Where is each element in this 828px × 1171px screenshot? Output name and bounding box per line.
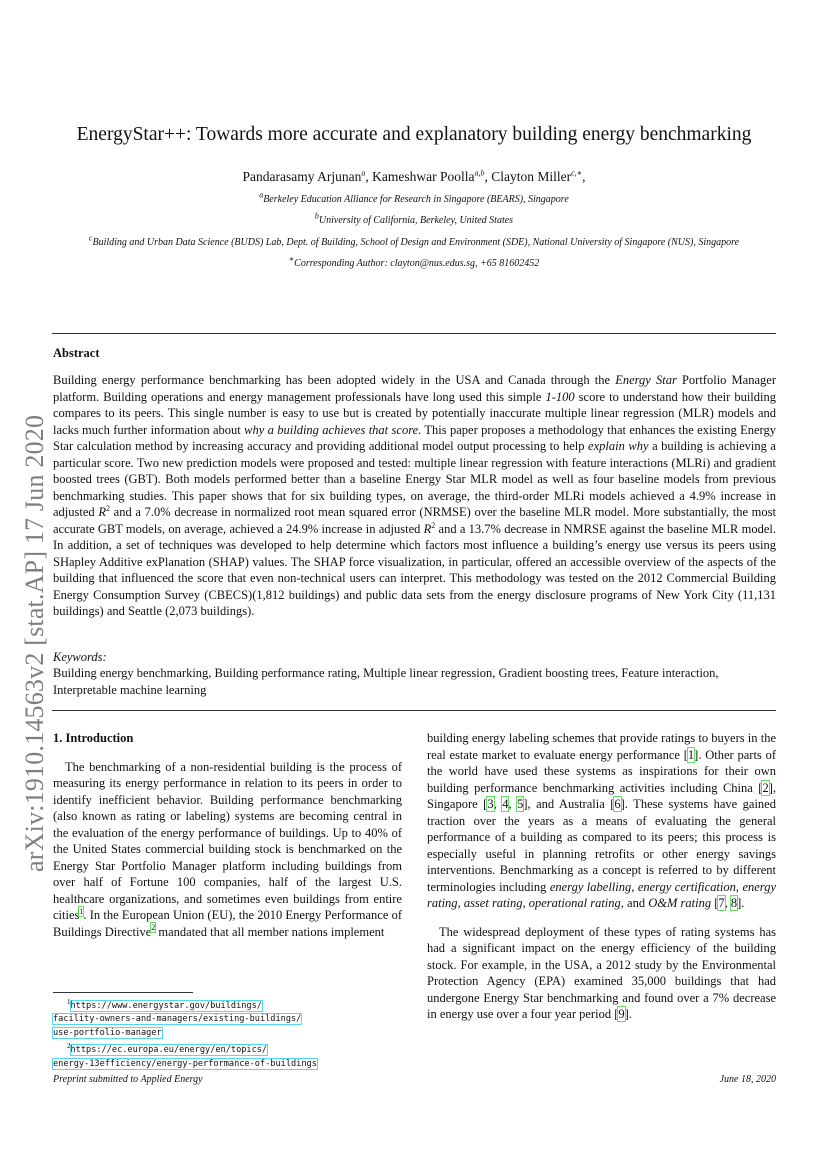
abstract-heading: Abstract — [53, 346, 100, 360]
author-name: Clayton Miller — [491, 169, 572, 184]
footnote-url[interactable]: facility-owners-and-managers/existing-buildings/ — [53, 1014, 302, 1025]
footnote-url[interactable]: https://ec.europa.eu/energy/en/topics/ — [70, 1045, 268, 1056]
author-affil-mark: a — [361, 168, 366, 178]
footnotes: $^1$https://www.energystar.gov/buildings/ facility-owners-and-managers/existing-buildings/ use-portfolio-manager $^2$https://ec.europa.eu/energy/en/topics/ energy-13efficiency/energy-performance-of-buildings — [53, 998, 317, 1069]
citation-link[interactable]: 6 — [614, 797, 621, 811]
section-heading: 1. Introduction — [53, 731, 134, 745]
footnote-url[interactable]: https://www.energystar.gov/buildings/ — [70, 1000, 262, 1011]
abstract-text: Building energy performance benchmarking has been adopted widely in the USA and Canada through the Energy Star Portfolio Manager platform. Building operations and energy management professionals have long used this simple 1-100 score to understand how their building compares to its peers. This single number is easy to use but is created by potentially inaccurate multiple linear regression (MLR) models and lacks much further information about why a building achieves that score. This paper proposes a methodology that enhances the existing Energy Star calculation method by increasing accuracy and providing additional model output processing to help explain why a building is achieving a particular score. Two new prediction models were proposed and tested: multiple linear regression with feature interactions (MLRi) and gradient boosted trees (GBT). Both models performed better than a baseline Energy Star MLR model as well as four baseline models from previous benchmarking studies. This paper shows that for six building types, on average, the third-order MLRi models achieved a 4.9% increase in adjusted $R^2$ and a 7.0% decrease in normalized root mean squared error (NRMSE) over the baseline MLR model. More substantially, the most accurate GBT models, on average, achieved a 24.9% increase in adjusted $R^2$ and a 13.7% decrease in NMRSE against the baseline MLR model. In addition, a set of techniques was developed to help determine which factors most influence a building’s energy use versus its peers using SHapley Additive exPlanation (SHAP) values. The SHAP force visualization, in particular, offered an accessible overview of the aspects of the building that influenced the score that even non-technical users can interpret. This methodology was tested on the 2012 Commercial Building Energy Consumption Survey (CBECS)(1,812 buildings) and public data sets from the energy disclosure programs of New York City (11,131 buildings) and Seattle (2,073 buildings). — [53, 373, 777, 618]
arxiv-identifier: arXiv:1910.14563v2 [stat.AP] 17 Jun 2020 — [20, 414, 49, 872]
column-left — [53, 730, 402, 940]
keywords-heading: Keywords: — [53, 650, 107, 664]
author-list: Pandarasamy Arjunan$^a$, Kameshwar Poolla$^{a,b}$, Clayton Miller$^{c,∗}$, — [242, 168, 586, 184]
paragraph: The benchmarking of a non-residential building is the process of measuring its energy performance in relation to its peers in order to identify inefficient behavior. Building performance benchmarking (also known as rating or labeling) systems are becoming central in the evaluation of the energy performance of buildings. Up to 40% of the United States commercial building stock is benchmarked on the Energy Star Portfolio Manager platform including buildings from over half of Fortune 100 companies, half of the largest U.S. healthcare organizations, and sometimes even buildings from entire cities$^1$. In the European Union (EU), the 2010 Energy Performance of Buildings Directive$^2$ mandated that all member nations implement — [53, 759, 402, 939]
author-affil-mark: c,∗ — [571, 168, 583, 178]
footnote-url[interactable]: use-portfolio-manager — [53, 1027, 162, 1038]
paper-title: EnergyStar++: Towards more accurate and explanatory building energy benchmarking — [76, 124, 752, 145]
footnote-link[interactable]: 2 — [151, 923, 156, 933]
citation-link[interactable]: 3 — [487, 797, 494, 811]
keywords-text: Building energy benchmarking, Building performance rating, Multiple linear regression, Gradient boosting trees, Feature interaction, Interpretable machine learning — [53, 666, 719, 697]
corresponding-author: ∗Corresponding Author: clayton@nus.edus.sg, +65 81602452 — [288, 254, 540, 269]
footer-journal: Preprint submitted to Applied Energy — [53, 1074, 203, 1085]
footnote-url[interactable]: energy-13efficiency/energy-performance-of-buildings — [53, 1058, 317, 1069]
column-right — [427, 730, 776, 1023]
paragraph: building energy labeling schemes that provide ratings to buyers in the real estate market to evaluate energy performance [1]. Other parts of the world have used these systems as inspirations for their own building performance benchmarking activities including China [2], Singapore [3, 4, 5], and Australia [6]. These systems have gained traction over the years as a means of evaluating the general performance of a building as compared to its peers; this process is especially useful in planning retrofits or other energy savings interventions. Benchmarking as a concept is referred to by different terminologies including energy labelling, energy certification, energy rating, asset rating, operational rating, and O&M rating [7, 8]. — [427, 731, 776, 910]
citation-link[interactable]: 2 — [762, 780, 769, 795]
citation-link[interactable]: 5 — [517, 797, 524, 811]
citation-link[interactable]: 9 — [618, 1007, 625, 1021]
author-affil-mark: a,b — [474, 168, 485, 178]
author-name: Kameshwar Poolla — [372, 169, 475, 184]
citation-link[interactable]: 1 — [687, 747, 695, 762]
author-name: Pandarasamy Arjunan — [242, 169, 362, 184]
footer-date: June 18, 2020 — [719, 1074, 776, 1085]
divider — [52, 710, 776, 711]
citation-link[interactable]: 8 — [730, 896, 738, 910]
affiliation-b: $^b$University of California, Berkeley, United States — [314, 211, 514, 226]
affiliation-a: $^a$Berkeley Education Alliance for Research in Singapore (BEARS), Singapore — [259, 190, 569, 205]
paragraph: The widespread deployment of these types of rating systems has had a significant impact on the energy efficiency of the building stock. For example, in the USA, a 2012 study by the Environmental Protection Agency (EPA) examined 35,000 buildings that had undergone Energy Star benchmarking and found over a 7% decrease in energy use over a four year period [9]. — [427, 924, 776, 1021]
citation-link[interactable]: 4 — [502, 797, 509, 811]
footnote-rule — [53, 992, 193, 993]
divider — [52, 333, 776, 334]
citation-link[interactable]: 7 — [718, 896, 725, 910]
footnote-link[interactable]: 1 — [79, 906, 84, 916]
affiliation-c: $^c$Building and Urban Data Science (BUDS) Lab, Dept. of Building, School of Design and Environment (SDE), National University of Singapore (NUS), Singapore — [88, 233, 740, 248]
